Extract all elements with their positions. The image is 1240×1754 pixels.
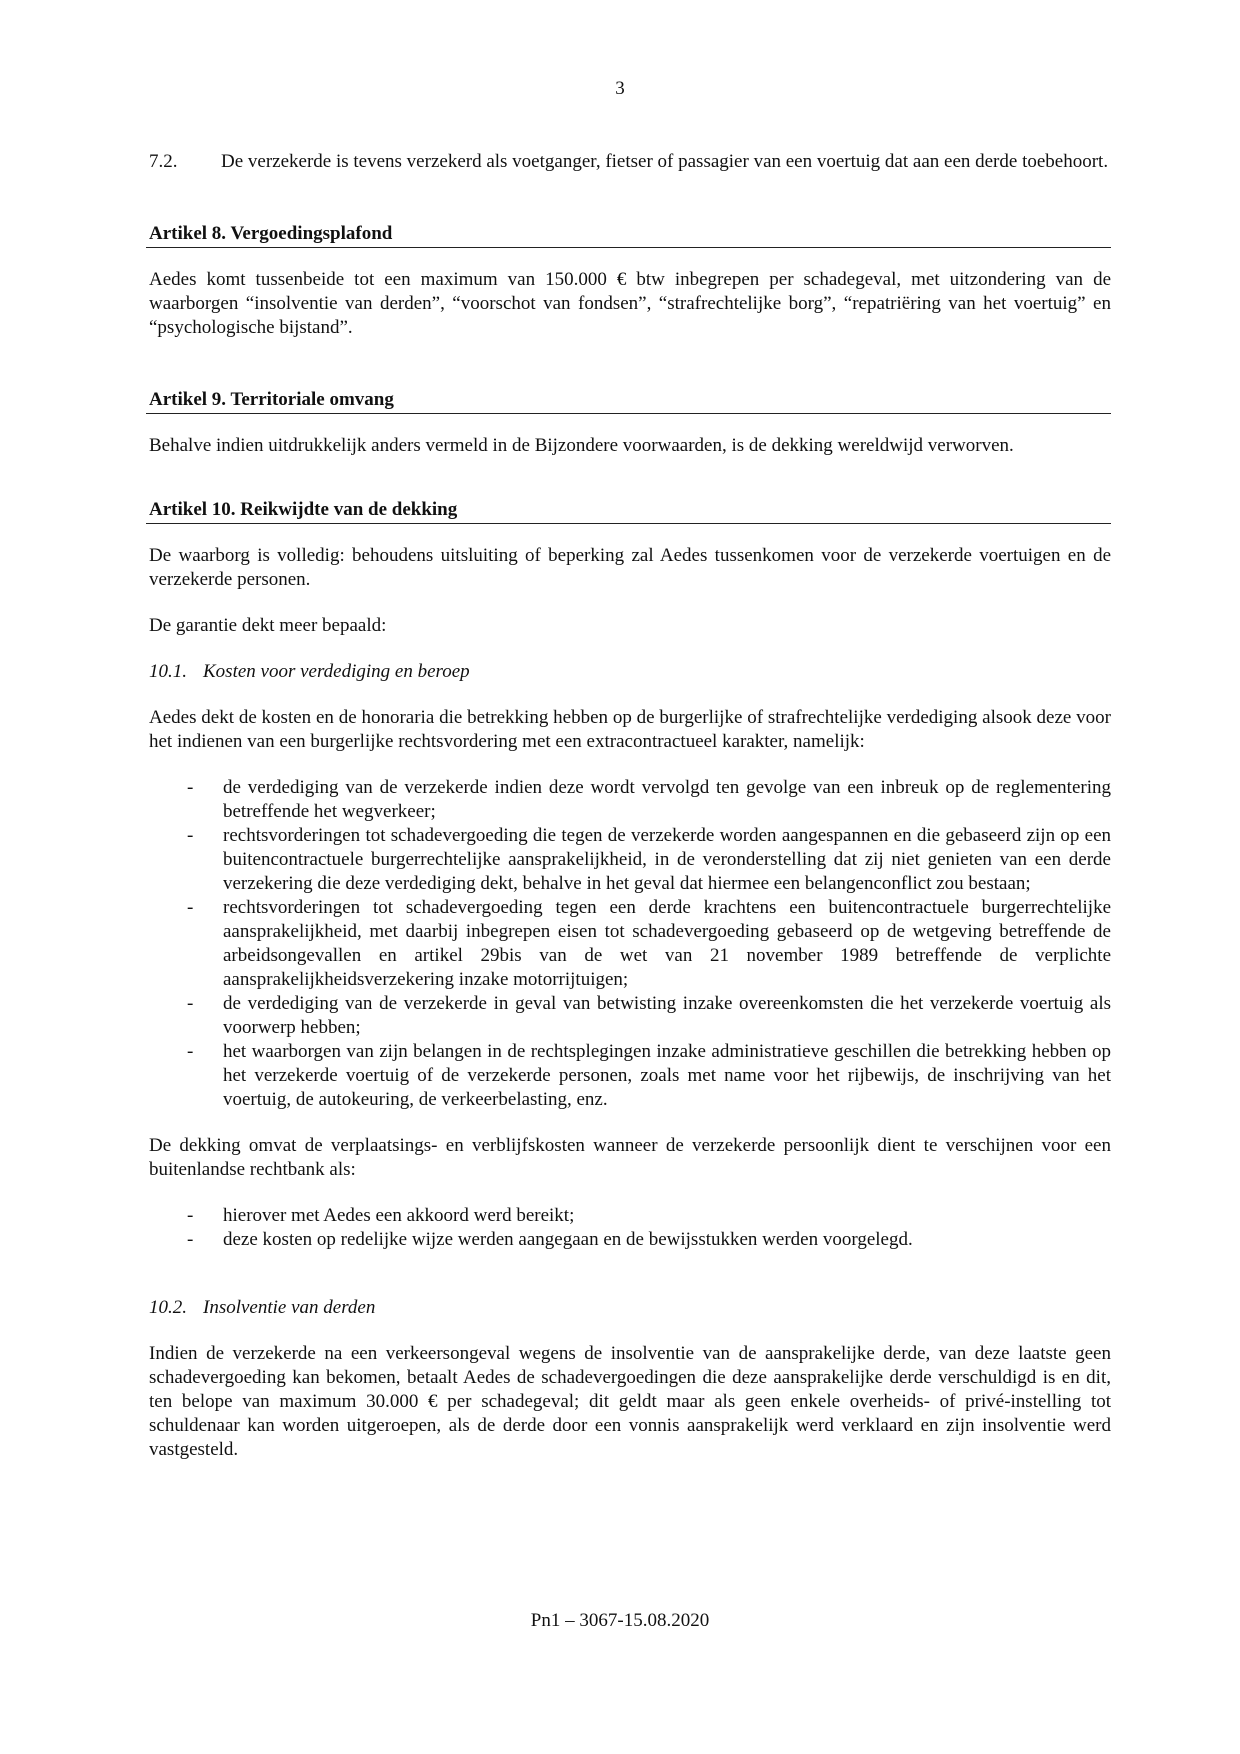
list-bullet: - — [187, 897, 194, 918]
subsection-10-1-heading — [149, 660, 1111, 684]
list-item-text: het waarborgen van zijn belangen in de rechtsplegingen inzake administratieve geschillen die betrekking hebben op het verzekerde voertuig of de verzekerde personen, zoals met name voor het rijbewijs, de inschrijving van het voertuig, de autokeuring, de verkeerbelasting, enz. — [223, 1041, 1111, 1110]
list-item-text: de verdediging van de verzekerde indien deze wordt vervolgd ten gevolge van een inbreuk op de reglementering betreffende het wegverkeer; — [223, 777, 1111, 822]
article-8-text: Aedes komt tussenbeide tot een maximum van 150.000 € btw inbegrepen per schadegeval, met uitzondering van de waarborgen “insolventie van derden”, “voorschot van fondsen”, “strafrechtelijke borg”, “repatriëring van het voertuig” en “psychologische bijstand”. — [149, 269, 1111, 338]
list-item — [149, 896, 1111, 992]
subsection-10-1-title: Kosten voor verdediging en beroep — [203, 661, 470, 682]
list-item-text: rechtsvorderingen tot schadevergoeding tegen een derde krachtens een buitencontractuele burgerrechtelijke aansprakelijkheid, met daarbij inbegrepen eisen tot schadevergoeding gebaseerd op de wetgeving betreffende de arbeidsongevallen en artikel 29bis van de wet van 21 november 1989 betreffende de verplichte aansprakelijkheidsverzekering inzake motorrijtuigen; — [223, 897, 1111, 990]
list-item — [149, 1204, 1111, 1228]
list-bullet: - — [187, 777, 194, 798]
list-item — [149, 992, 1111, 1040]
travel-costs-text: De dekking omvat de verplaatsings- en verblijfskosten wanneer de verzekerde persoonlijk dient te verschijnen voor een buitenlandse rechtbank als: — [149, 1135, 1111, 1180]
list-item-text: deze kosten op redelijke wijze werden aangegaan en de bewijsstukken werden voorgelegd. — [223, 1229, 913, 1250]
article-8-heading: Artikel 8. Vergoedingsplafond — [146, 222, 1111, 248]
article-9-heading: Artikel 9. Territoriale omvang — [146, 388, 1111, 414]
subsection-10-2-text: Indien de verzekerde na een verkeersongeval wegens de insolventie van de aansprakelijke derde, van deze laatste geen schadevergoeding kan bekomen, betaalt Aedes de schadevergoedingen die deze aansprakelijke derde verschuldigd is en dit, ten belope van maximum 30.000 € per schadegeval; dit geldt maar als geen enkele overheids- of privé-instelling tot schuldenaar kan worden uitgeroepen, als de derde door een vonnis aansprakelijk werd verklaard en zijn insolventie werd vastgesteld. — [149, 1343, 1111, 1460]
section-7-2-number: 7.2. — [149, 151, 178, 172]
list-item — [149, 1228, 1111, 1252]
list-bullet: - — [187, 1041, 194, 1062]
list-bullet: - — [187, 993, 194, 1014]
page-number: 3 — [615, 78, 625, 99]
page-footer: Pn1 – 3067-15.08.2020 — [530, 1610, 710, 1631]
travel-conditions-list — [149, 1204, 1111, 1252]
list-item — [149, 776, 1111, 824]
article-10-heading: Artikel 10. Reikwijdte van de dekking — [146, 498, 1111, 524]
section-7-2-text: De verzekerde is tevens verzekerd als voetganger, fietser of passagier van een voertuig dat aan een derde toebehoort. — [221, 151, 1109, 172]
coverage-list — [149, 776, 1111, 1112]
section-7-2 — [149, 150, 1111, 174]
list-item — [149, 824, 1111, 896]
article-10-intro: De waarborg is volledig: behoudens uitsluiting of beperking zal Aedes tussenkomen voor de verzekerde voertuigen en de verzekerde personen. — [149, 545, 1111, 590]
subsection-10-1-text: Aedes dekt de kosten en de honoraria die betrekking hebben op de burgerlijke of strafrechtelijke verdediging alsook deze voor het indienen van een burgerlijke rechtsvordering met een extracontractueel karakter, namelijk: — [149, 707, 1111, 752]
article-10-intro2: De garantie dekt meer bepaald: — [149, 615, 387, 636]
subsection-10-2-number: 10.2. — [149, 1297, 187, 1318]
list-item-text: hierover met Aedes een akkoord werd bereikt; — [223, 1205, 575, 1226]
subsection-10-2-title: Insolventie van derden — [203, 1297, 376, 1318]
article-9-text: Behalve indien uitdrukkelijk anders vermeld in de Bijzondere voorwaarden, is de dekking wereldwijd verworven. — [149, 435, 1014, 456]
list-item-text: de verdediging van de verzekerde in geval van betwisting inzake overeenkomsten die het verzekerde voertuig als voorwerp hebben; — [223, 993, 1111, 1038]
list-bullet: - — [187, 1205, 194, 1226]
list-item — [149, 1040, 1111, 1112]
list-item-text: rechtsvorderingen tot schadevergoeding die tegen de verzekerde worden aangespannen en die gebaseerd zijn op een buitencontractuele burgerrechtelijke aansprakelijkheid, in de veronderstelling dat zij niet genieten van een derde verzekering die deze verdediging dekt, behalve in het geval dat hiermee een belangenconflict zou bestaan; — [223, 825, 1111, 894]
list-bullet: - — [187, 1229, 194, 1250]
list-bullet: - — [187, 825, 194, 846]
page-content — [149, 150, 1111, 1462]
subsection-10-2-heading — [149, 1296, 1111, 1320]
subsection-10-1-number: 10.1. — [149, 661, 187, 682]
